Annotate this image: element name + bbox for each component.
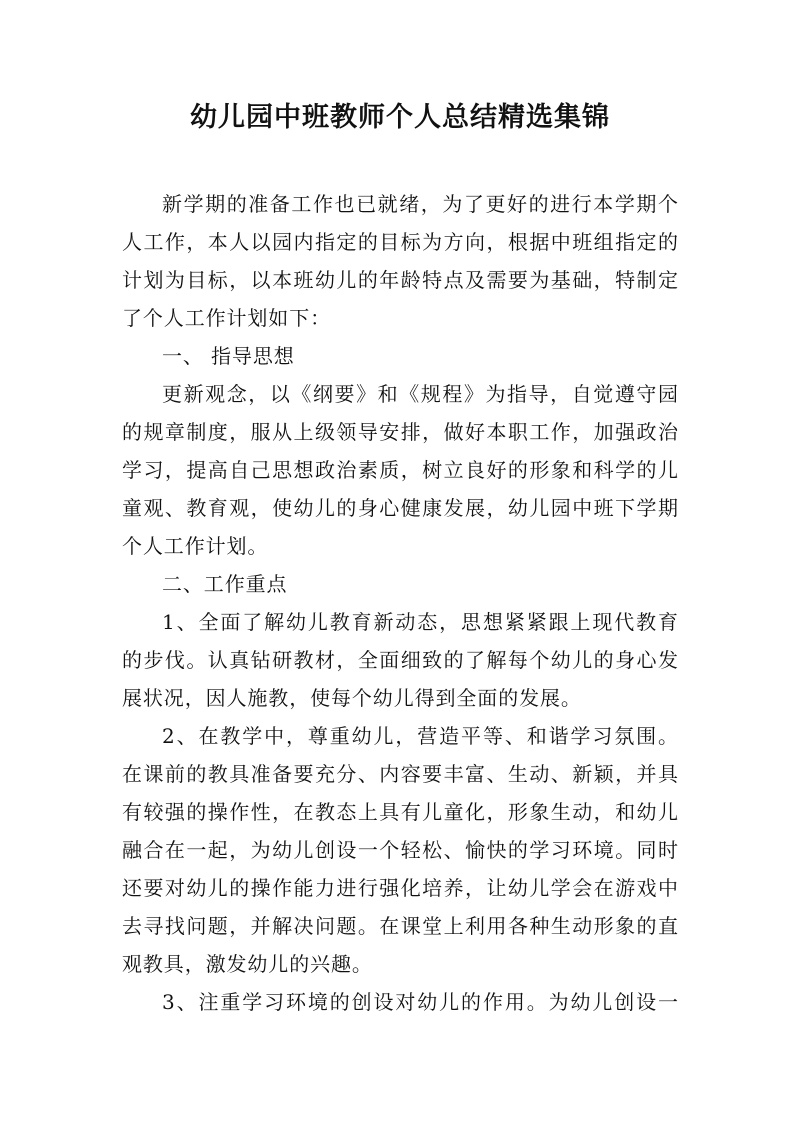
paragraph-line: 的步伐。认真钻研教材，全面细致的了解每个幼儿的身心发 [122, 648, 678, 672]
section-heading: 二、工作重点 [162, 572, 288, 596]
paragraph-line: 还要对幼儿的操作能力进行强化培养，让幼儿学会在游戏中 [122, 876, 678, 900]
paragraph-line: 有较强的操作性，在教态上具有儿童化，形象生动，和幼儿 [122, 800, 678, 824]
paragraph-line: 去寻找问题，并解决问题。在课堂上利用各种生动形象的直 [122, 914, 678, 938]
paragraph-line: 了个人工作计划如下： [122, 306, 331, 330]
paragraph-line: 展状况，因人施教，使每个幼儿得到全面的发展。 [122, 686, 582, 710]
paragraph-line: 在课前的教具准备要充分、内容要丰富、生动、新颖，并具 [122, 762, 678, 786]
paragraph-line: 观教具，激发幼儿的兴趣。 [122, 952, 373, 976]
paragraph-line: 的规章制度，服从上级领导安排，做好本职工作，加强政治 [122, 420, 678, 444]
paragraph-line: 更新观念，以《纲要》和《规程》为指导，自觉遵守园 [162, 382, 678, 406]
paragraph-line: 计划为目标，以本班幼儿的年龄特点及需要为基础，特制定 [122, 268, 678, 292]
paragraph-line: 人工作，本人以园内指定的目标为方向，根据中班组指定的 [122, 230, 678, 254]
paragraph-line: 融合在一起，为幼儿创设一个轻松、愉快的学习环境。同时 [122, 838, 678, 862]
paragraph-line: 童观、教育观，使幼儿的身心健康发展，幼儿园中班下学期 [122, 496, 678, 520]
document-title: 幼儿园中班教师个人总结精选集锦 [190, 102, 610, 133]
paragraph-line: 1、全面了解幼儿教育新动态，思想紧紧跟上现代教育 [162, 610, 678, 634]
paragraph-line: 个人工作计划。 [122, 534, 269, 558]
paragraph-line: 新学期的准备工作也已就绪，为了更好的进行本学期个 [162, 192, 678, 216]
paragraph-line: 2、在教学中，尊重幼儿，营造平等、和谐学习氛围。 [162, 724, 678, 748]
section-heading: 一、 指导思想 [162, 344, 295, 368]
paragraph-line: 3、注重学习环境的创设对幼儿的作用。为幼儿创设一 [162, 990, 678, 1014]
paragraph-line: 学习，提高自己思想政治素质，树立良好的形象和科学的儿 [122, 458, 678, 482]
